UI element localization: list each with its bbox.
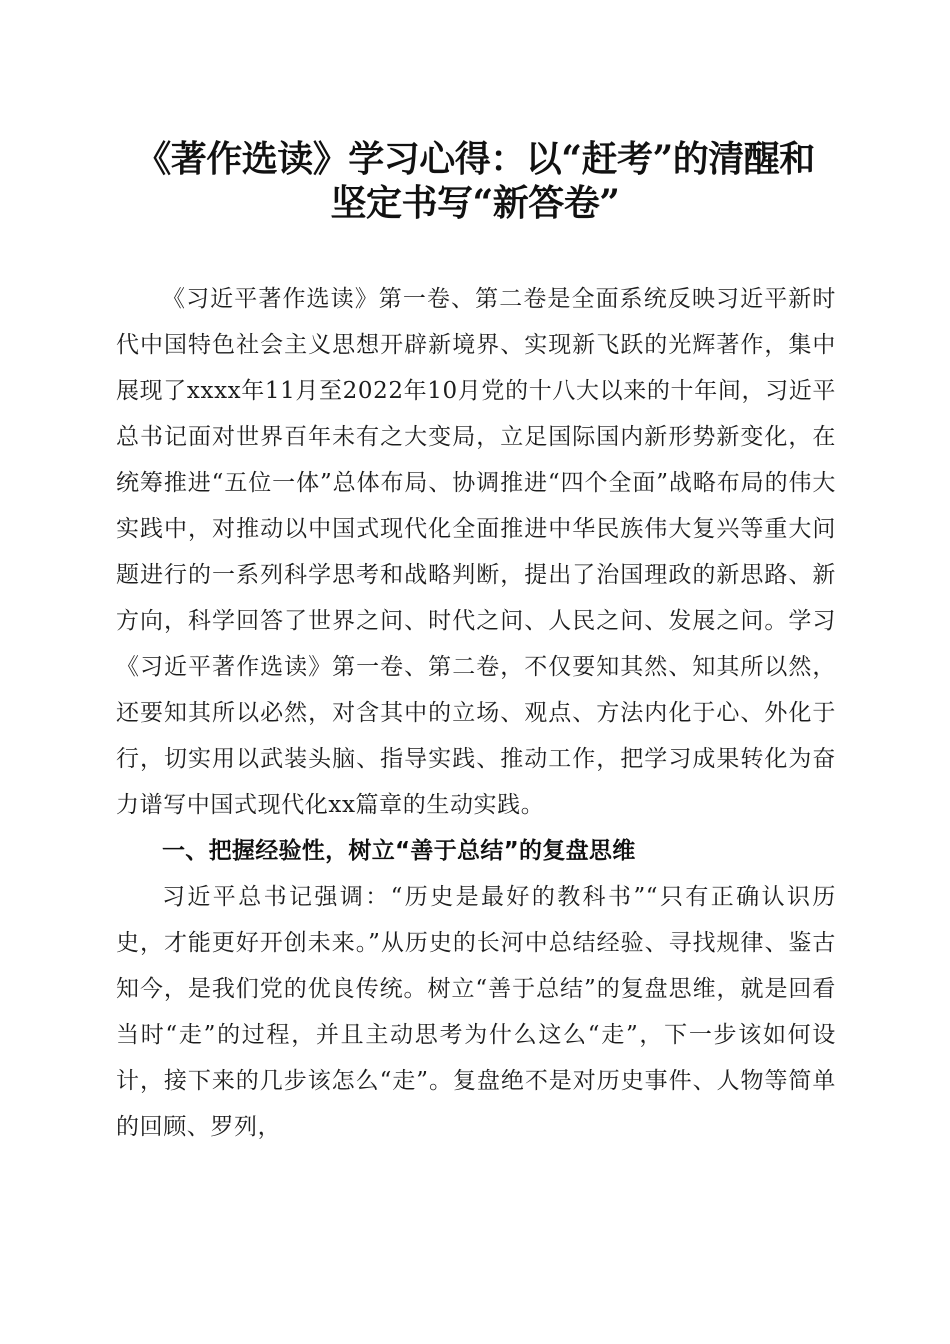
section-heading-1: 一、把握经验性，树立“善于总结”的复盘思维 — [162, 838, 636, 864]
title-line-1: 《著作选读》学习心得：以“赶考”的清醒和 — [135, 138, 815, 180]
document-body — [116, 276, 836, 1150]
title-line-2: 坚定书写“新答卷” — [330, 182, 620, 224]
intro-paragraph: 《习近平著作选读》第一卷、第二卷是全面系统反映习近平新时代中国特色社会主义思想开辟新境界、实现新飞跃的光辉著作，集中展现了xxxx年11月至2022年10月党的十八大以来的十年间，习近平总书记面对世界百年未有之大变局，立足国际国内新形势新变化，在统筹推进“五位一体”总体布局、协调推进“四个全面”战略布局的伟大实践中，对推动以中国式现代化全面推进中华民族伟大复兴等重大问题进行的一系列科学思考和战略判断，提出了治国理政的新思路、新方向，科学回答了世界之问、时代之问、人民之问、发展之问。学习《习近平著作选读》第一卷、第二卷，不仅要知其然、知其所以然，还要知其所以必然，对含其中的立场、观点、方法内化于心、外化于行，切实用以武装头脑、指导实践、推动工作，把学习成果转化为奋力谱写中国式现代化xx篇章的生动实践。 — [116, 286, 836, 818]
document-title — [110, 137, 840, 225]
section-1-paragraph: 习近平总书记强调：“历史是最好的教科书”“只有正确认识历史，才能更好开创未来。”从历史的长河中总结经验、寻找规律、鉴古知今，是我们党的优良传统。树立“善于总结”的复盘思维，就是回看当时“走”的过程，并且主动思考为什么这么“走”，下一步该如何设计，接下来的几步该怎么“走”。复盘绝不是对历史事件、人物等简单的回顾、罗列， — [116, 884, 836, 1140]
